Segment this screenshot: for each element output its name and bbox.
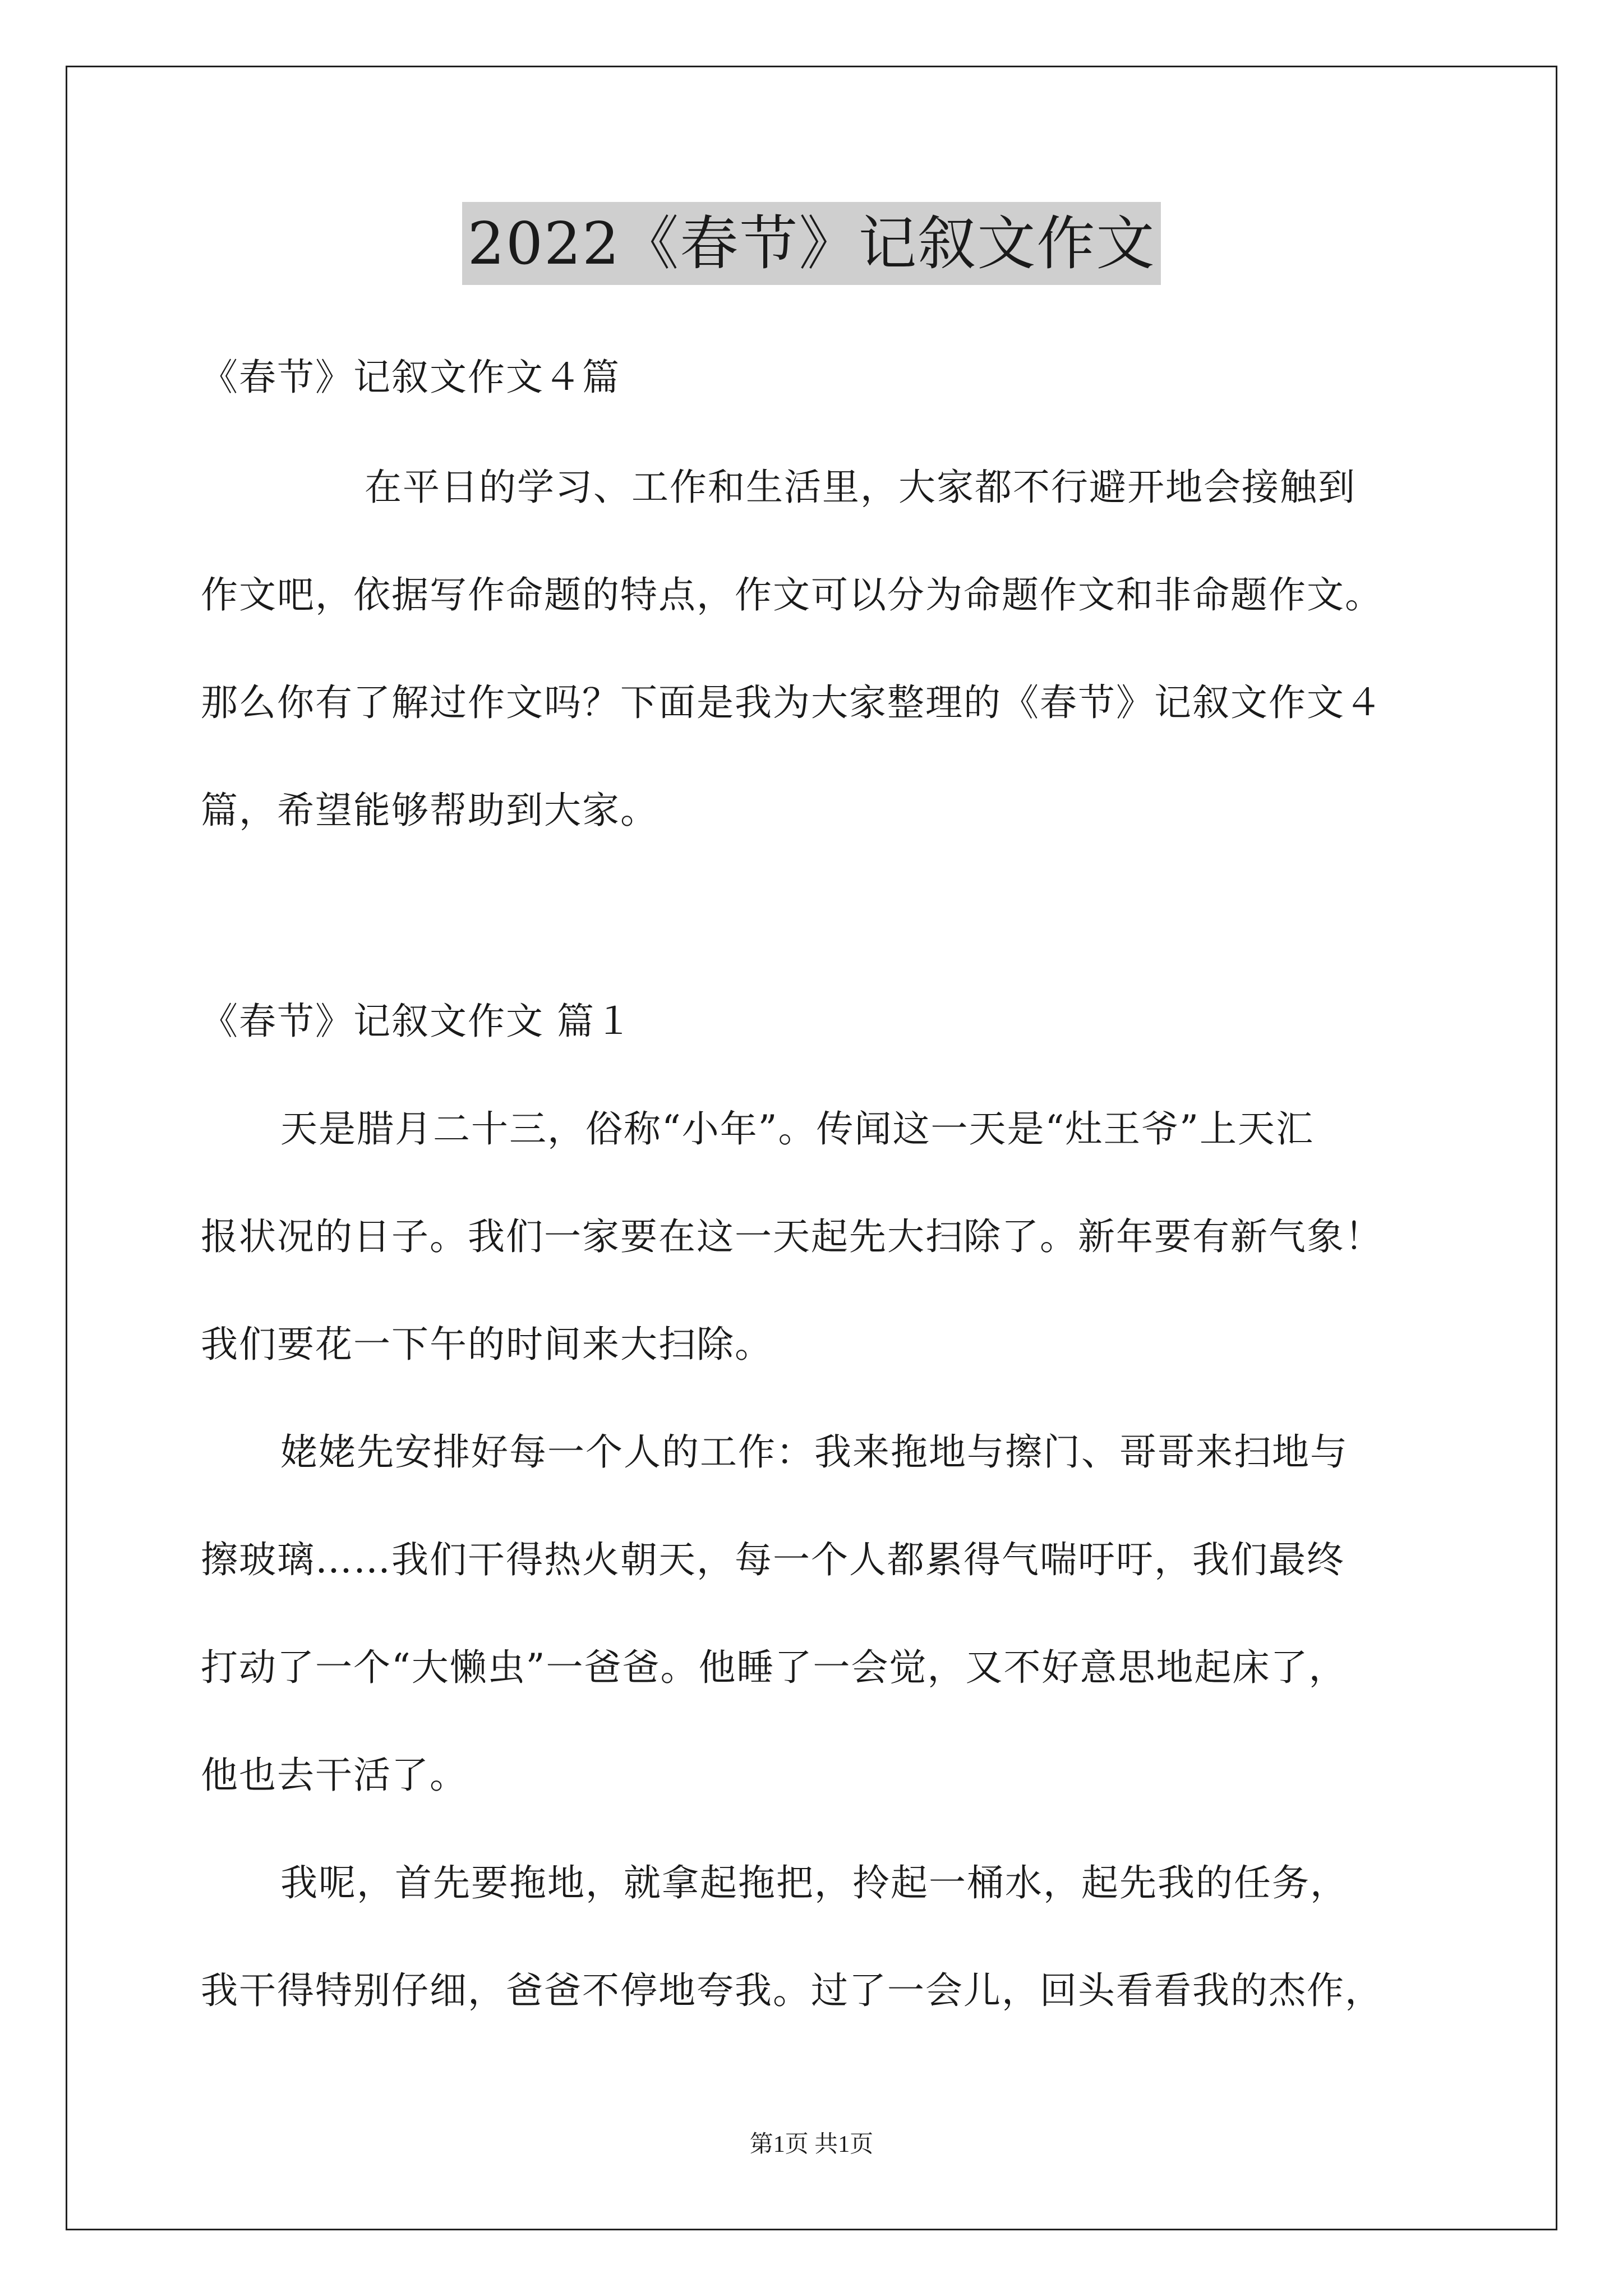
- intro-line-1: 在平日的学习、工作和生活里，大家都不行避开地会接触到: [365, 466, 1356, 509]
- paragraph2-line-3: 打动了一个“大懒虫”一爸爸。他睡了一会觉，又不好意思地起床了，: [201, 1646, 1347, 1689]
- page-footer: 第1页 共1页: [749, 2132, 874, 2157]
- paragraph1-line-2: 报状况的日子。我们一家要在这一天起先大扫除了。新年要有新气象！: [201, 1215, 1383, 1258]
- title-container: [0, 202, 1623, 285]
- paragraph3-line-2: 我干得特别仔细，爸爸不停地夸我。过了一会儿，回头看看我的杰作，: [201, 1969, 1383, 2012]
- document-title: 2022《春节》记叙文作文: [462, 202, 1161, 285]
- intro-line-3: 那么你有了解过作文吗？下面是我为大家整理的《春节》记叙文作文４: [201, 681, 1383, 724]
- intro-line-2: 作文吧，依据写作命题的特点，作文可以分为命题作文和非命题作文。: [201, 573, 1383, 616]
- paragraph3-line-1: 我呢，首先要拖地，就拿起拖把，拎起一桶水，起先我的任务，: [280, 1861, 1348, 1904]
- paragraph2-line-1: 姥姥先安排好每一个人的工作：我来拖地与擦门、哥哥来扫地与: [280, 1430, 1348, 1474]
- paragraph2-line-2: 擦玻璃……我们干得热火朝天，每一个人都累得气喘吁吁，我们最终: [201, 1538, 1345, 1581]
- paragraph1-line-1: 天是腊月二十三，俗称“小年”。传闻这一天是“灶王爷”上天汇: [280, 1107, 1314, 1151]
- subtitle: 《春节》记叙文作文４篇: [201, 356, 620, 399]
- paragraph1-line-3: 我们要花一下午的时间来大扫除。: [201, 1323, 773, 1366]
- paragraph2-line-4: 他也去干活了。: [201, 1754, 468, 1797]
- intro-line-4: 篇，希望能够帮助到大家。: [201, 789, 658, 832]
- section-heading: 《春节》记叙文作文 篇１: [201, 1000, 633, 1043]
